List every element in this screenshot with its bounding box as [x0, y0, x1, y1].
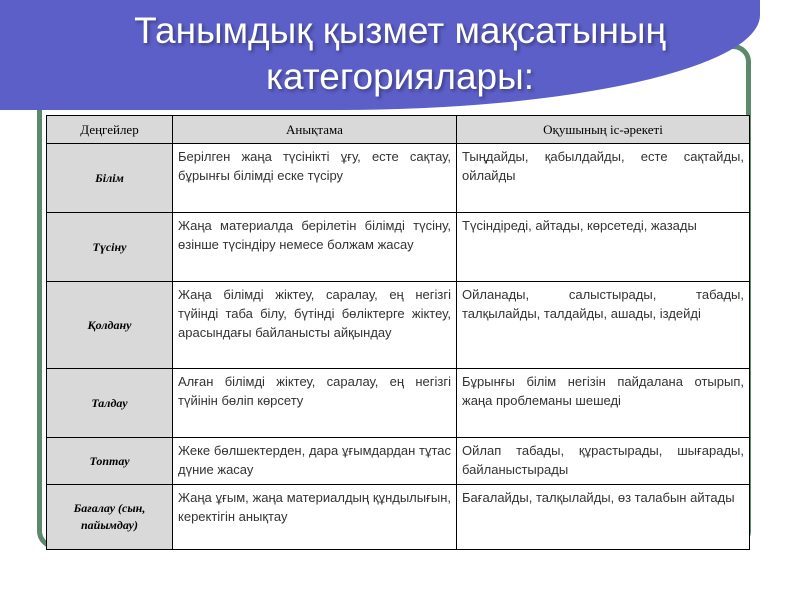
action-cell: Ойлап табады, құрастырады, шығарады, байланыстырады [457, 438, 750, 485]
table-header-row [47, 116, 750, 144]
definition-cell: Жаңа білімді жіктеу, саралау, ең негізгі түйінді таба білу, бүтінді бөліктерге жіктеу, арасындағы байланысты айқындау [173, 282, 457, 369]
action-cell: Түсіндіреді, айтады, көрсетеді, жазады [457, 213, 750, 282]
categories-table [46, 115, 750, 550]
definition-cell: Алған білімді жіктеу, саралау, ең негізгі түйінін бөліп көрсету [173, 369, 457, 438]
level-cell: Білім [47, 144, 173, 213]
definition-cell: Берілген жаңа түсінікті ұғу, есте сақтау, бұрынғы білімді еске түсіру [173, 144, 457, 213]
level-cell: Топтау [47, 438, 173, 485]
table-row [47, 485, 750, 550]
table-row [47, 282, 750, 369]
definition-cell: Жеке бөлшектерден, дара ұғымдардан тұтас дүние жасау [173, 438, 457, 485]
table-row [47, 144, 750, 213]
action-cell: Бұрынғы білім негізін пайдалана отырып, жаңа проблеманы шешеді [457, 369, 750, 438]
level-cell: Түсіну [47, 213, 173, 282]
level-cell: Қолдану [47, 282, 173, 369]
header-levels: Деңгейлер [47, 116, 173, 144]
action-cell: Ойланады, салыстырады, табады, талқылайды, талдайды, ашады, іздейді [457, 282, 750, 369]
table-row [47, 213, 750, 282]
level-cell: Бағалау (сын, пайымдау) [47, 485, 173, 550]
header-student-action: Оқушының іс-әрекеті [457, 116, 750, 144]
action-cell: Тыңдайды, қабылдайды, есте сақтайды, ойлайды [457, 144, 750, 213]
slide-title: Танымдық қызмет мақсатының категориялары: [134, 10, 666, 97]
action-cell: Бағалайды, талқылайды, өз талабын айтады [457, 485, 750, 550]
definition-cell: Жаңа материалда берілетін білімді түсіну, өзінше түсіндіру немесе болжам жасау [173, 213, 457, 282]
table-row [47, 369, 750, 438]
level-cell: Талдау [47, 369, 173, 438]
table-row [47, 438, 750, 485]
header-definition: Анықтама [173, 116, 457, 144]
definition-cell: Жаңа ұғым, жаңа материалдың құндылығын, керектігін анықтау [173, 485, 457, 550]
